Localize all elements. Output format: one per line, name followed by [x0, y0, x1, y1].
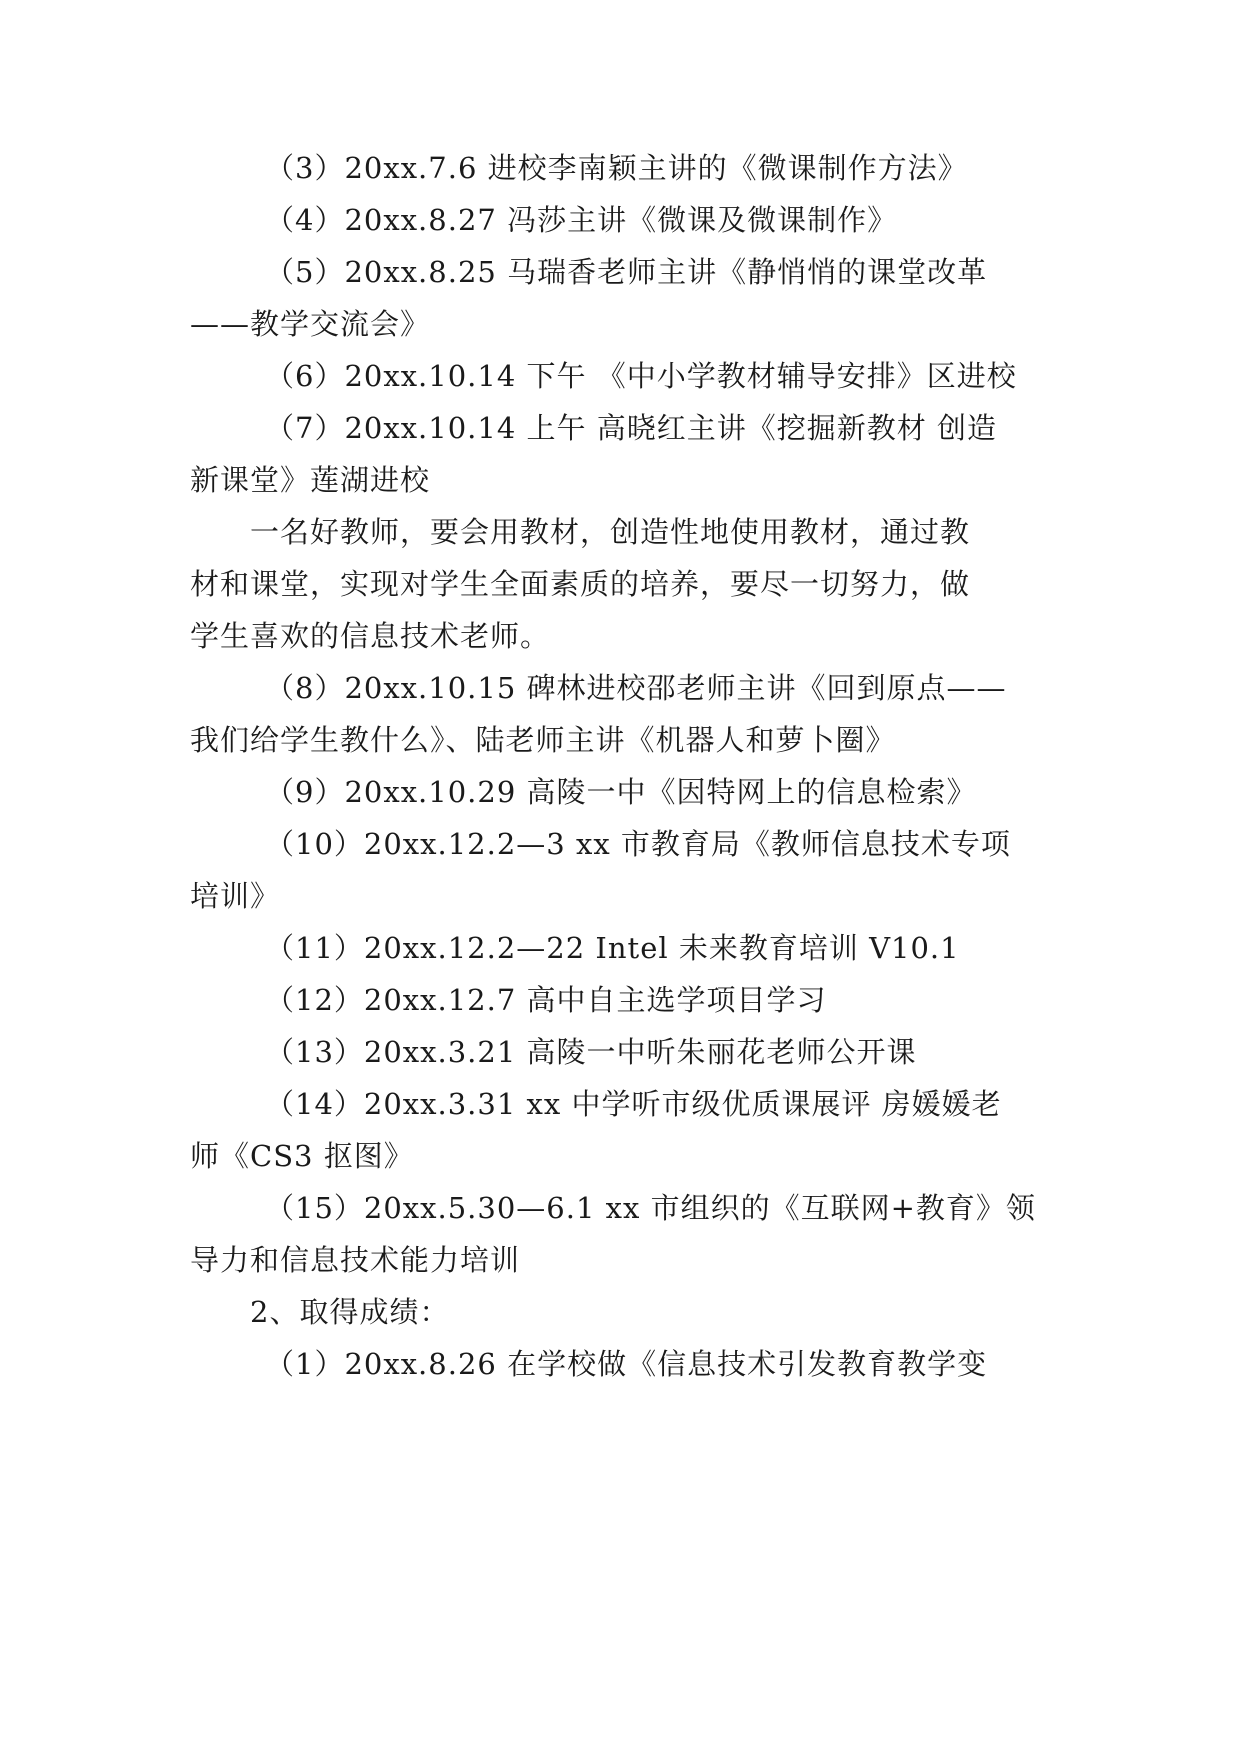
text-line: （10）20xx.12.2—3 xx 市教育局《教师信息技术专项 [265, 827, 1011, 861]
section-heading: 2、取得成绩： [250, 1295, 450, 1329]
text-line: （15）20xx.5.30—6.1 xx 市组织的《互联网+教育》领 [265, 1191, 1036, 1225]
text-line: （14）20xx.3.31 xx 中学听市级优质课展评 房媛媛老 [265, 1087, 1002, 1121]
text-line: （9）20xx.10.29 高陵一中《因特网上的信息检索》 [265, 775, 977, 809]
text-line: 师《CS3 抠图》 [190, 1139, 414, 1173]
text-line: （7）20xx.10.14 上午 高晓红主讲《挖掘新教材 创造 [265, 411, 997, 445]
text-line: （8）20xx.10.15 碑林进校邵老师主讲《回到原点—— [265, 671, 1007, 705]
text-line: ——教学交流会》 [190, 307, 431, 341]
text-line: 新课堂》莲湖进校 [190, 463, 431, 497]
text-line: （1）20xx.8.26 在学校做《信息技术引发教育教学变 [265, 1347, 988, 1381]
text-line: （11）20xx.12.2—22 Intel 未来教育培训 V10.1 [265, 931, 960, 965]
text-line: （6）20xx.10.14 下午 《中小学教材辅导安排》区进校 [265, 359, 1017, 393]
text-line: 培训》 [190, 879, 281, 913]
text-line: 导力和信息技术能力培训 [190, 1243, 521, 1277]
text-line: 学生喜欢的信息技术老师。 [190, 619, 551, 653]
text-line: （4）20xx.8.27 冯莎主讲《微课及微课制作》 [265, 203, 898, 237]
text-line: （5）20xx.8.25 马瑞香老师主讲《静悄悄的课堂改革 [265, 255, 988, 289]
text-line: （12）20xx.12.7 高中自主选学项目学习 [265, 983, 827, 1017]
text-line: 材和课堂，实现对学生全面素质的培养，要尽一切努力，做 [190, 567, 971, 601]
text-line: （13）20xx.3.21 高陵一中听朱丽花老师公开课 [265, 1035, 917, 1069]
text-line: （3）20xx.7.6 进校李南颖主讲的《微课制作方法》 [265, 151, 968, 185]
text-line: 一名好教师，要会用教材，创造性地使用教材，通过教 [250, 515, 971, 549]
text-line: 我们给学生教什么》、陆老师主讲《机器人和萝卜圈》 [190, 723, 896, 757]
